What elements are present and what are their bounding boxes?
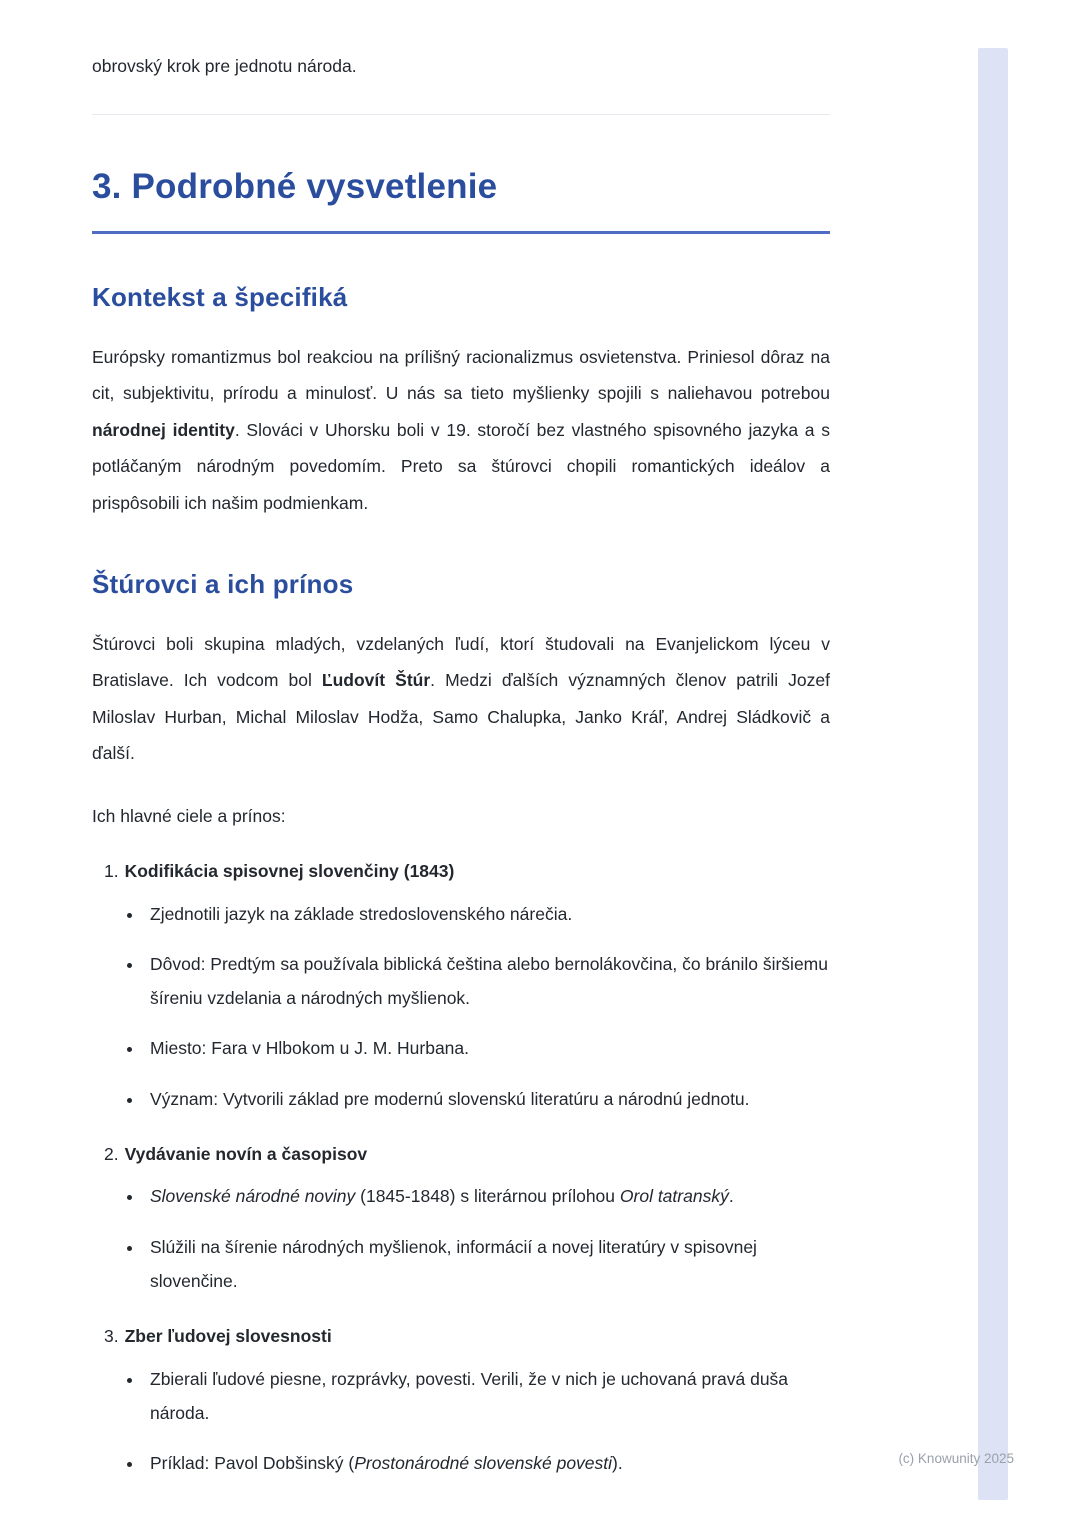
list-item-title xyxy=(92,857,830,887)
paragraph-text: Európsky romantizmus bol reakciou na prílišný racionalizmus osvietenstva. Priniesol dôraz na cit, subjektivitu, prírodu a minulosť. U nás sa tieto myšlienky spojili s naliehavou potrebou xyxy=(92,347,830,404)
copyright-watermark: (c) Knowunity 2025 xyxy=(898,1451,1014,1466)
italic-title: Orol tatranský xyxy=(619,1186,729,1207)
bullet-list xyxy=(92,1179,830,1297)
bullet-item: • Dôvod: Predtým sa používala biblická čeština alebo bernolákovčina, čo bránilo širšiemu šíreniu vzdelania a národných myšlienok. xyxy=(144,947,830,1015)
list-item xyxy=(92,857,830,1115)
list-item-title xyxy=(92,1322,830,1352)
bullet-item: • Slúžili na šírenie národných myšlienok, informácií a novej literatúry v spisovnej slovenčine. xyxy=(144,1230,830,1298)
bullet-text: (1845-1848) s literárnou prílohou xyxy=(355,1186,620,1207)
bullet-list xyxy=(92,897,830,1116)
bullet-text: ). xyxy=(612,1452,623,1473)
bold-phrase: národnej identity xyxy=(92,419,235,440)
paragraph-text: Štúrovci boli skupina mladých, vzdelaných ľudí, ktorí študovali na Evanjelickom lýceu v Bratislave. Ich vodcom bol xyxy=(92,633,830,691)
numbered-list xyxy=(92,857,830,1480)
intro-line: obrovský krok pre jednotu národa. xyxy=(92,56,357,76)
bullet-item: • Miesto: Fara v Hlbokom u J. M. Hurbana. xyxy=(144,1031,830,1065)
paragraph-text: . Slováci v Uhorsku boli v 19. storočí bez vlastného spisovného jazyka a s potláčaným národným povedomím. Preto sa štúrovci chopili romantických ideálov a prispôsobili ich našim podmienkam. xyxy=(92,419,830,513)
list-item-number: 3. xyxy=(104,1325,119,1346)
list-item-number: 1. xyxy=(104,861,119,882)
bullet-item: • Zbierali ľudové piesne, rozprávky, povesti. Verili, že v nich je uchovaná pravá duša národa. xyxy=(144,1362,830,1430)
list-item xyxy=(92,1322,830,1480)
list-item-title-text: Vydávanie novín a časopisov xyxy=(124,1143,368,1164)
bullet-item xyxy=(144,1179,830,1213)
section-title: 3. Podrobné vysvetlenie xyxy=(92,167,830,234)
bullet-item xyxy=(144,1446,830,1480)
document-page xyxy=(92,0,830,1480)
list-item-number: 2. xyxy=(104,1143,119,1164)
paragraph-sturovci xyxy=(92,626,830,772)
bullet-text: Príklad: Pavol Dobšinský ( xyxy=(150,1452,355,1473)
subsection-title-sturovci: Štúrovci a ich prínos xyxy=(92,568,354,599)
bullet-text: . xyxy=(728,1186,734,1207)
list-item-title-text: Zber ľudovej slovesnosti xyxy=(124,1325,332,1346)
section-divider xyxy=(92,114,830,115)
italic-title: Slovenské národné noviny xyxy=(150,1186,356,1207)
subsection-title-kontekst: Kontekst a špecifiká xyxy=(92,282,348,312)
list-item-title-text: Kodifikácia spisovnej slovenčiny (1843) xyxy=(124,861,455,882)
paragraph-kontekst xyxy=(92,339,830,521)
list-item xyxy=(92,1140,830,1298)
italic-title: Prostonárodné slovenské povesti xyxy=(354,1452,613,1473)
bullet-list xyxy=(92,1362,830,1480)
list-item-title xyxy=(92,1140,830,1170)
next-page-edge-strip xyxy=(978,48,1008,1500)
goals-intro: Ich hlavné ciele a prínos: xyxy=(92,805,286,826)
bold-phrase: Ľudovít Štúr xyxy=(321,670,431,691)
paragraph-text: . Medzi ďalších významných členov patrili Jozef Miloslav Hurban, Michal Miloslav Hodža, Samo Chalupka, Janko Kráľ, Andrej Sládkovič a ďalší. xyxy=(92,670,831,764)
bullet-item: • Zjednotili jazyk na základe stredoslovenského nárečia. xyxy=(144,897,830,931)
bullet-item: • Význam: Vytvorili základ pre modernú slovenskú literatúru a národnú jednotu. xyxy=(144,1082,830,1116)
